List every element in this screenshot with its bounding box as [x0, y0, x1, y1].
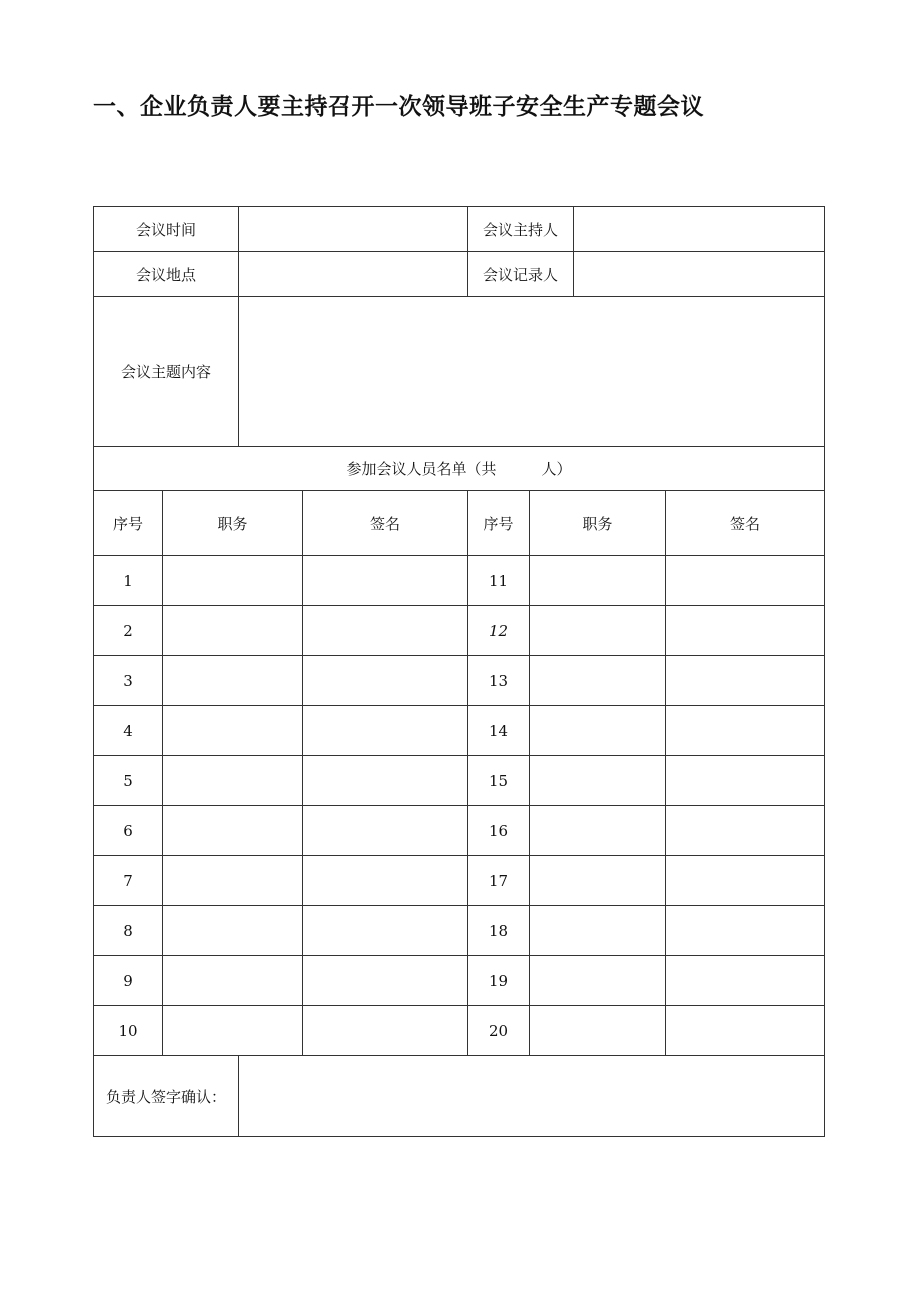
- row-number-right: 19: [468, 956, 530, 1006]
- confirm-label: 负责人签字确认：: [94, 1056, 239, 1137]
- signature-field-left[interactable]: [303, 856, 468, 906]
- position-field-left[interactable]: [163, 806, 303, 856]
- header-signature-left: 签名: [303, 491, 468, 556]
- position-field-left[interactable]: [163, 906, 303, 956]
- meeting-host-field[interactable]: [574, 207, 825, 252]
- signature-field-right[interactable]: [666, 606, 825, 656]
- row-number-left: 2: [94, 606, 163, 656]
- signature-field-right[interactable]: [666, 906, 825, 956]
- signature-field-left[interactable]: [303, 656, 468, 706]
- meeting-time-label: 会议时间: [94, 207, 239, 252]
- meeting-recorder-field[interactable]: [574, 252, 825, 297]
- attendee-list-row: [94, 447, 825, 491]
- row-number-right: 16: [468, 806, 530, 856]
- row-number-left: 8: [94, 906, 163, 956]
- position-field-right[interactable]: [530, 906, 666, 956]
- meeting-location-label: 会议地点: [94, 252, 239, 297]
- position-field-right[interactable]: [530, 956, 666, 1006]
- signature-field-right[interactable]: [666, 656, 825, 706]
- position-field-left[interactable]: [163, 556, 303, 606]
- signature-field-left[interactable]: [303, 556, 468, 606]
- signature-field-left[interactable]: [303, 1006, 468, 1056]
- position-field-left[interactable]: [163, 656, 303, 706]
- page-title: 一、企业负责人要主持召开一次领导班子安全生产专题会议: [93, 94, 704, 120]
- meeting-host-label: 会议主持人: [468, 207, 574, 252]
- position-field-left[interactable]: [163, 756, 303, 806]
- position-field-right[interactable]: [530, 756, 666, 806]
- meeting-topic-row: [94, 297, 825, 447]
- signature-field-left[interactable]: [303, 956, 468, 1006]
- table-row: [94, 706, 825, 756]
- meeting-form-table: [93, 206, 825, 1137]
- position-field-right[interactable]: [530, 656, 666, 706]
- table-row: [94, 806, 825, 856]
- position-field-left[interactable]: [163, 1006, 303, 1056]
- table-row: [94, 756, 825, 806]
- table-row: [94, 956, 825, 1006]
- position-field-right[interactable]: [530, 556, 666, 606]
- position-field-left[interactable]: [163, 606, 303, 656]
- meeting-time-field[interactable]: [239, 207, 468, 252]
- signature-field-right[interactable]: [666, 956, 825, 1006]
- header-position-left: 职务: [163, 491, 303, 556]
- row-number-right: 12: [468, 606, 530, 656]
- row-number-right: 18: [468, 906, 530, 956]
- position-field-left[interactable]: [163, 706, 303, 756]
- attendee-header-row: [94, 491, 825, 556]
- row-number-left: 7: [94, 856, 163, 906]
- row-number-left: 1: [94, 556, 163, 606]
- position-field-right[interactable]: [530, 806, 666, 856]
- row-number-left: 4: [94, 706, 163, 756]
- meeting-time-row: [94, 207, 825, 252]
- meeting-topic-label: 会议主题内容: [94, 297, 239, 447]
- row-number-right: 17: [468, 856, 530, 906]
- meeting-location-field[interactable]: [239, 252, 468, 297]
- confirm-signature-field[interactable]: [239, 1056, 825, 1137]
- table-row: [94, 856, 825, 906]
- row-number-left: 10: [94, 1006, 163, 1056]
- table-row: [94, 656, 825, 706]
- signature-field-left[interactable]: [303, 606, 468, 656]
- attendee-list-label: 参加会议人员名单（共 人）: [94, 447, 825, 491]
- position-field-right[interactable]: [530, 606, 666, 656]
- header-no-right: 序号: [468, 491, 530, 556]
- signature-field-left[interactable]: [303, 906, 468, 956]
- signature-field-right[interactable]: [666, 1006, 825, 1056]
- confirm-row: [94, 1056, 825, 1137]
- signature-field-right[interactable]: [666, 556, 825, 606]
- position-field-right[interactable]: [530, 856, 666, 906]
- signature-field-left[interactable]: [303, 706, 468, 756]
- header-position-right: 职务: [530, 491, 666, 556]
- position-field-right[interactable]: [530, 706, 666, 756]
- meeting-topic-field[interactable]: [239, 297, 825, 447]
- position-field-right[interactable]: [530, 1006, 666, 1056]
- signature-field-right[interactable]: [666, 806, 825, 856]
- row-number-right: 20: [468, 1006, 530, 1056]
- row-number-left: 3: [94, 656, 163, 706]
- signature-field-right[interactable]: [666, 856, 825, 906]
- meeting-recorder-label: 会议记录人: [468, 252, 574, 297]
- signature-field-right[interactable]: [666, 706, 825, 756]
- table-row: [94, 1006, 825, 1056]
- row-number-left: 9: [94, 956, 163, 1006]
- table-row: [94, 906, 825, 956]
- header-signature-right: 签名: [666, 491, 825, 556]
- position-field-left[interactable]: [163, 856, 303, 906]
- row-number-right: 15: [468, 756, 530, 806]
- row-number-right: 14: [468, 706, 530, 756]
- row-number-right: 13: [468, 656, 530, 706]
- table-row: [94, 556, 825, 606]
- signature-field-left[interactable]: [303, 806, 468, 856]
- signature-field-right[interactable]: [666, 756, 825, 806]
- signature-field-left[interactable]: [303, 756, 468, 806]
- table-row: [94, 606, 825, 656]
- row-number-left: 6: [94, 806, 163, 856]
- row-number-right: 11: [468, 556, 530, 606]
- meeting-location-row: [94, 252, 825, 297]
- row-number-left: 5: [94, 756, 163, 806]
- position-field-left[interactable]: [163, 956, 303, 1006]
- header-no-left: 序号: [94, 491, 163, 556]
